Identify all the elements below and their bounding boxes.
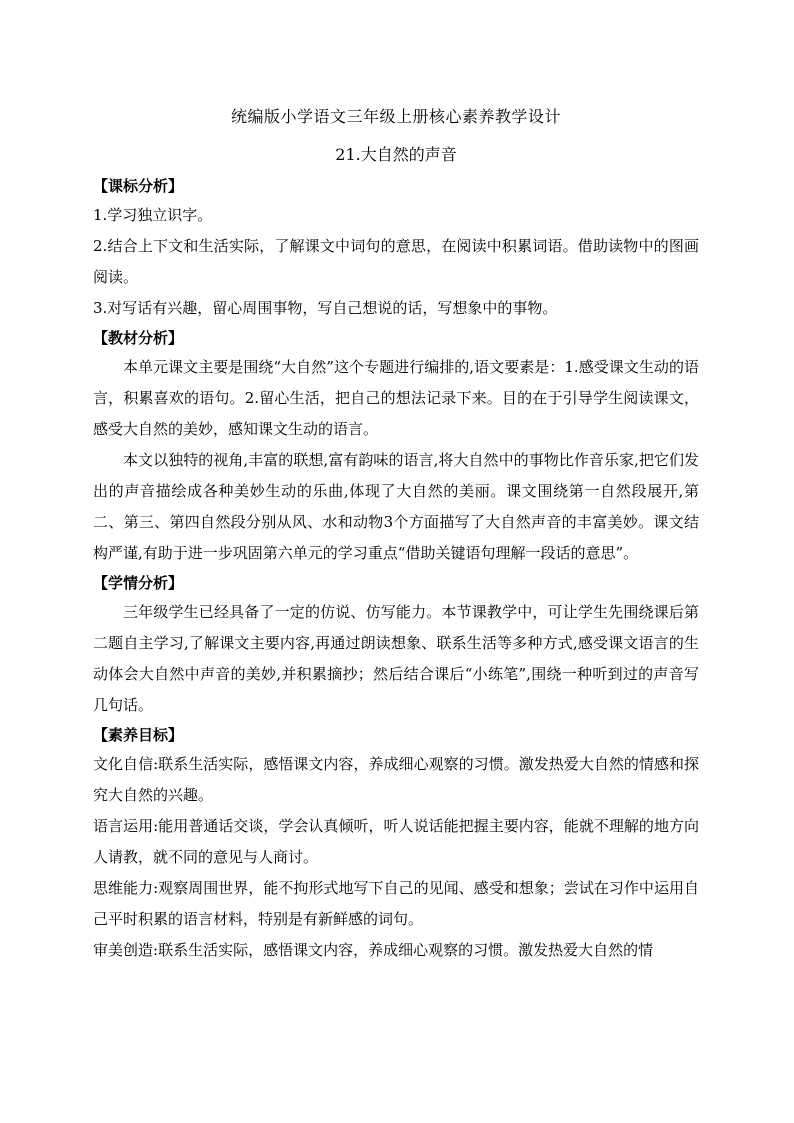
goal-thinking — [93, 873, 699, 935]
goal-label: 审美创造: — [93, 941, 159, 959]
section-heading-curriculum: 【课标分析】 — [93, 177, 184, 195]
section-heading-students: 【学情分析】 — [93, 574, 184, 592]
goal-text: 联系生活实际，感悟课文内容，养成细心观察的习惯。激发热爱大自然的情感和探究大自然的兴趣。 — [93, 755, 699, 804]
document-title: 统编版小学语文三年级上册核心素养教学设计 — [230, 107, 561, 126]
curriculum-item-3: 3.对写话有兴趣，留心周围事物，写自己想说的话，写想象中的事物。 — [93, 299, 558, 317]
curriculum-item-1: 1.学习独立识字。 — [93, 206, 213, 224]
students-paragraph-1: 三年级学生已经具备了一定的仿说、仿写能力。本节课教学中，可让学生先围绕课后第二题自主学习,了解课文主要内容,再通过朗读想象、联系生活等多种方式,感受课文语言的生动体会大自然中声音的美妙,并积累摘抄；然后结合课后“小练笔”,围绕一种听到过的声音写几句话。 — [93, 603, 699, 714]
goal-text: 观察周围世界，能不拘形式地写下自己的见闻、感受和想象；尝试在习作中运用自己平时积累的语言材料，特别是有新鲜感的词句。 — [93, 879, 699, 928]
section-goals — [93, 721, 699, 966]
lesson-title: 21.大自然的声音 — [335, 145, 457, 164]
goal-label: 语言运用: — [93, 817, 159, 835]
goal-aesthetic — [93, 935, 699, 966]
textbook-paragraph-1: 本单元课文主要是围绕“大自然”这个专题进行编排的,语文要素是：1.感受课文生动的语言，积累喜欢的语句。2.留心生活，把自己的想法记录下来。目的在于引导学生阅读课文，感受大自然的美妙，感知课文生动的语言。 — [93, 358, 699, 438]
goal-text: 能用普通话交谈，学会认真倾听，听人说话能把握主要内容，能就不理解的地方向人请教，就不同的意见与人商讨。 — [93, 817, 699, 866]
goal-label: 思维能力: — [93, 879, 159, 897]
goal-label: 文化自信: — [93, 755, 159, 773]
goal-language — [93, 811, 699, 873]
section-students — [93, 569, 699, 721]
goal-culture — [93, 749, 699, 811]
goal-text: 联系生活实际，感悟课文内容，养成细心观察的习惯。激发热爱大自然的情 — [158, 941, 654, 959]
section-textbook — [93, 324, 699, 569]
section-curriculum — [93, 172, 699, 324]
textbook-paragraph-2: 本文以独特的视角,丰富的联想,富有韵味的语言,将大自然中的事物比作音乐家,把它们发出的声音描绘成各种美妙生动的乐曲,体现了大自然的美丽。课文围绕第一自然段展开,第二、第三、第四自然段分别从风、水和动物3个方面描写了大自然声音的丰富美妙。课文结构严谨,有助于进一步巩固第六单元的学习重点“借助关键语句理解一段话的意思”。 — [93, 451, 699, 562]
section-heading-textbook: 【教材分析】 — [93, 329, 184, 347]
curriculum-item-2: 2.结合上下文和生活实际，了解课文中词句的意思，在阅读中积累词语。借助读物中的图画阅读。 — [93, 237, 699, 286]
section-heading-goals: 【素养目标】 — [93, 726, 184, 744]
document-content — [93, 104, 699, 966]
